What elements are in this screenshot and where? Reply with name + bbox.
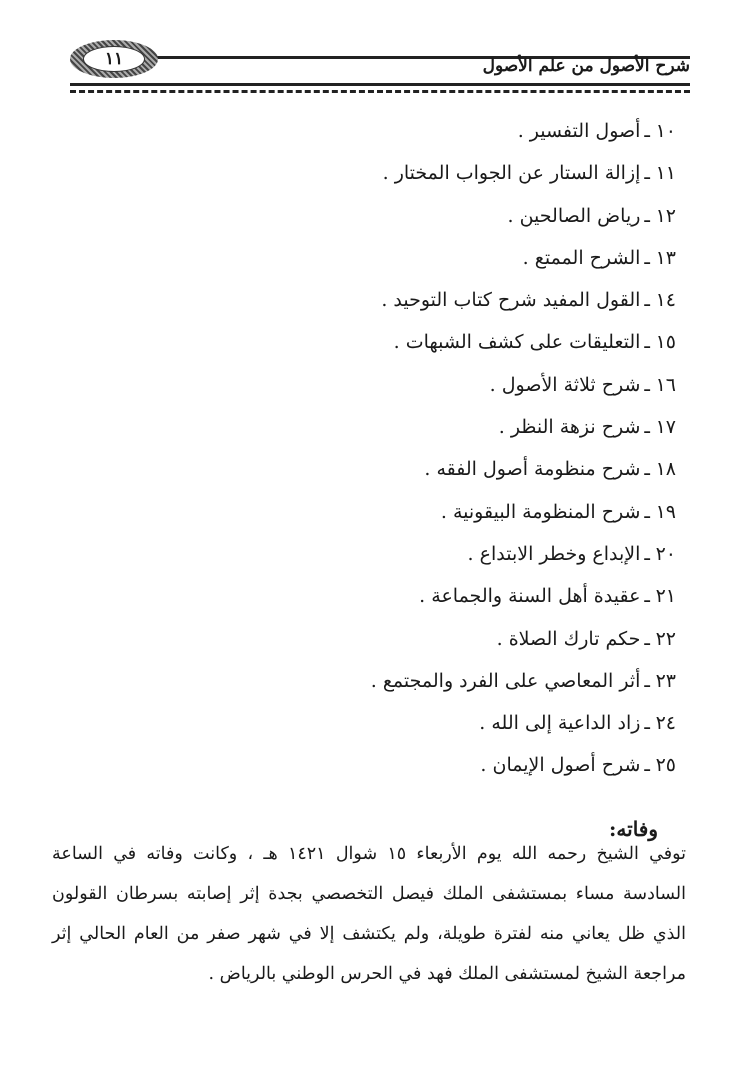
list-item-number: ١٣ — [655, 246, 676, 269]
list-item-text: شرح المنظومة البيقونية . — [440, 500, 641, 523]
list-separator: ـ — [644, 331, 650, 354]
list-separator: ـ — [644, 373, 650, 396]
list-item-text: عقيدة أهل السنة والجماعة . — [419, 585, 641, 608]
list-separator: ـ — [644, 246, 650, 269]
list-separator: ـ — [644, 712, 650, 735]
page-header — [70, 30, 690, 96]
list-item — [216, 575, 676, 617]
page-number-badge — [70, 40, 158, 78]
list-item-number: ٢٥ — [655, 754, 676, 777]
list-item-number: ٢٢ — [655, 627, 676, 650]
list-item-text: شرح أصول الإيمان . — [480, 754, 641, 777]
list-item — [216, 533, 676, 575]
list-item — [216, 744, 676, 786]
list-item — [216, 237, 676, 279]
list-item-number: ١٠ — [655, 120, 676, 142]
list-item-number: ١٩ — [655, 500, 676, 523]
list-item — [216, 660, 676, 702]
body-paragraph: توفي الشيخ رحمه الله يوم الأربعاء ١٥ شوال ١٤٢١ هـ ، وكانت وفاته في الساعة السادسة مساء بمستشفى الملك فيصل التخصصي بجدة إثر إصابته بسرطان القولون الذي ظل يعاني منه لفترة طويلة، ولم يكتشف إلا في شهر صفر من العام الحالي إثر مراجعة الشيخ لمستشفى الملك فهد في الحرس الوطني بالرياض . — [52, 844, 686, 984]
list-item — [216, 364, 676, 406]
book-title: شرح الأصول من علم الأصول — [482, 56, 690, 76]
list-item-number: ١١ — [655, 162, 676, 185]
header-rule-dashed — [70, 90, 690, 93]
list-item-number: ٢١ — [655, 585, 676, 608]
list-item — [216, 152, 676, 194]
list-item-number: ١٧ — [655, 416, 676, 439]
list-item-number: ١٨ — [655, 458, 676, 481]
list-item-text: زاد الداعية إلى الله . — [479, 712, 641, 735]
list-separator: ـ — [644, 289, 650, 312]
list-item — [216, 702, 676, 744]
list-item — [216, 279, 676, 321]
list-separator: ـ — [644, 162, 650, 185]
list-item-text: القول المفيد شرح كتاب التوحيد . — [381, 289, 641, 312]
list-separator: ـ — [644, 458, 650, 481]
list-item-text: إزالة الستار عن الجواب المختار . — [382, 162, 641, 185]
list-separator: ـ — [644, 754, 650, 777]
list-item-text: الشرح الممتع . — [522, 246, 641, 269]
list-separator: ـ — [644, 416, 650, 439]
list-item — [216, 406, 676, 448]
works-list — [216, 110, 676, 787]
list-item-text: شرح ثلاثة الأصول . — [489, 373, 641, 396]
list-item-text: التعليقات على كشف الشبهات . — [393, 331, 641, 354]
list-item-text: الإبداع وخطر الابتداع . — [467, 542, 641, 565]
list-item-number: ٢٤ — [655, 712, 676, 735]
list-item-text: أصول التفسير . — [517, 120, 641, 142]
list-separator: ـ — [644, 204, 650, 227]
list-item — [216, 448, 676, 490]
list-item — [216, 618, 676, 660]
list-item — [216, 110, 676, 152]
list-item — [216, 195, 676, 237]
list-separator: ـ — [644, 120, 650, 142]
list-item-text: شرح منظومة أصول الفقه . — [424, 458, 641, 481]
list-separator: ـ — [644, 542, 650, 565]
list-separator: ـ — [644, 585, 650, 608]
list-item-number: ١٥ — [655, 331, 676, 354]
section-heading: وفاته: — [609, 817, 658, 841]
list-item-text: رياض الصالحين . — [507, 204, 641, 227]
page-number: ١١ — [83, 46, 145, 72]
header-rule-solid — [70, 83, 690, 86]
list-item-number: ١٤ — [655, 289, 676, 312]
list-item-text: أثر المعاصي على الفرد والمجتمع . — [370, 669, 641, 692]
list-separator: ـ — [644, 500, 650, 523]
list-item-text: شرح نزهة النظر . — [498, 416, 641, 439]
list-item-number: ١٦ — [655, 373, 676, 396]
list-item-text: حكم تارك الصلاة . — [496, 627, 641, 650]
list-separator: ـ — [644, 669, 650, 692]
list-item — [216, 321, 676, 363]
list-item-number: ٢٣ — [655, 669, 676, 692]
list-item-number: ١٢ — [655, 204, 676, 227]
list-item — [216, 491, 676, 533]
list-item-number: ٢٠ — [655, 542, 676, 565]
list-separator: ـ — [644, 627, 650, 650]
